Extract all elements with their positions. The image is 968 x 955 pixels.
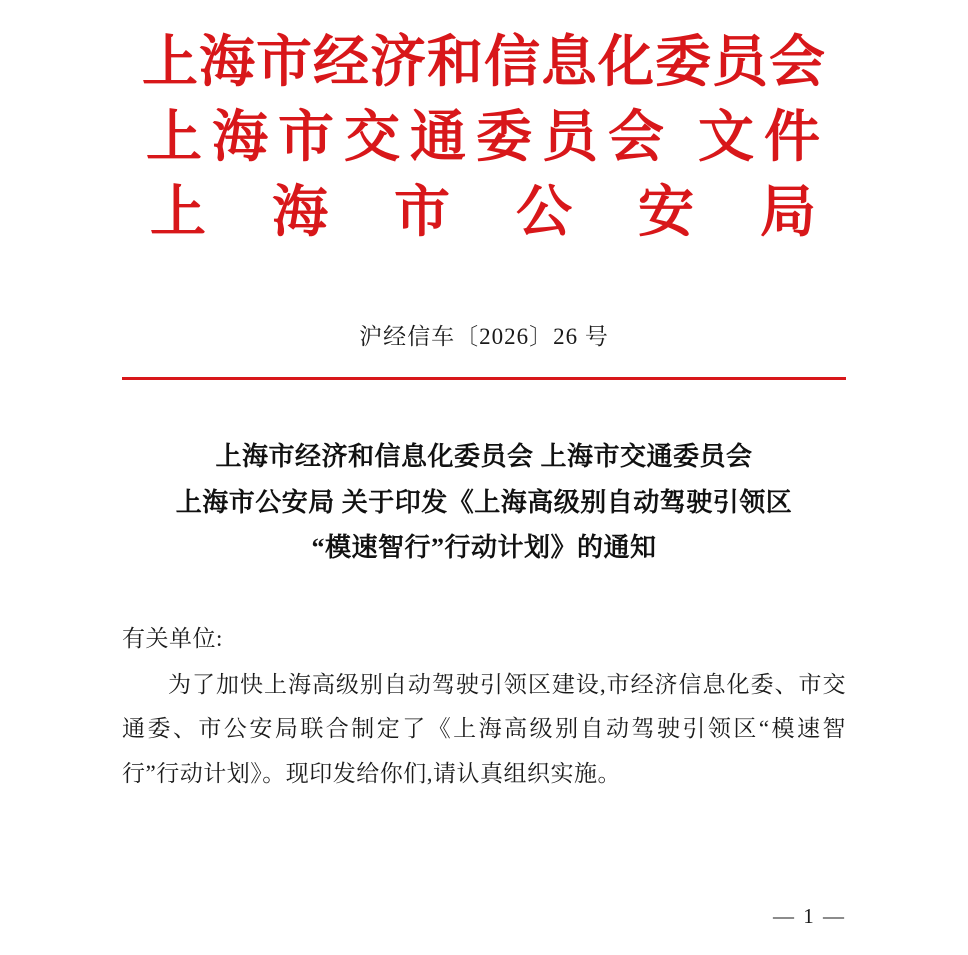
title-line-1: 上海市经济和信息化委员会 上海市交通委员会 <box>215 442 753 472</box>
salutation: 有关单位: <box>122 625 223 651</box>
masthead <box>122 0 846 242</box>
red-divider-rule <box>122 377 846 380</box>
page-number: — 1 — <box>773 904 846 928</box>
title-line-3: “模速智行”行动计划》的通知 <box>311 533 657 563</box>
masthead-line-economy-informatization: 上海市经济和信息化委员会 <box>142 32 826 94</box>
body-paragraph: 为了加快上海高级别自动驾驶引领区建设,市经济信息化委、市交通委、市公安局联合制定了《上海高级别自动驾驶引领区“模速智行”行动计划》。现印发给你们,请认真组织实施。 <box>122 671 846 787</box>
masthead-line-public-security: 上 海 市 公 安 局 <box>150 181 842 244</box>
document-number: 沪经信车〔2026〕26 号 <box>359 324 609 350</box>
title-line-2: 上海市公安局 关于印发《上海高级别自动驾驶引领区 <box>175 487 793 517</box>
document-title <box>122 434 846 571</box>
masthead-line-transport-commission: 上海市交通委员会 文件 <box>146 106 830 169</box>
